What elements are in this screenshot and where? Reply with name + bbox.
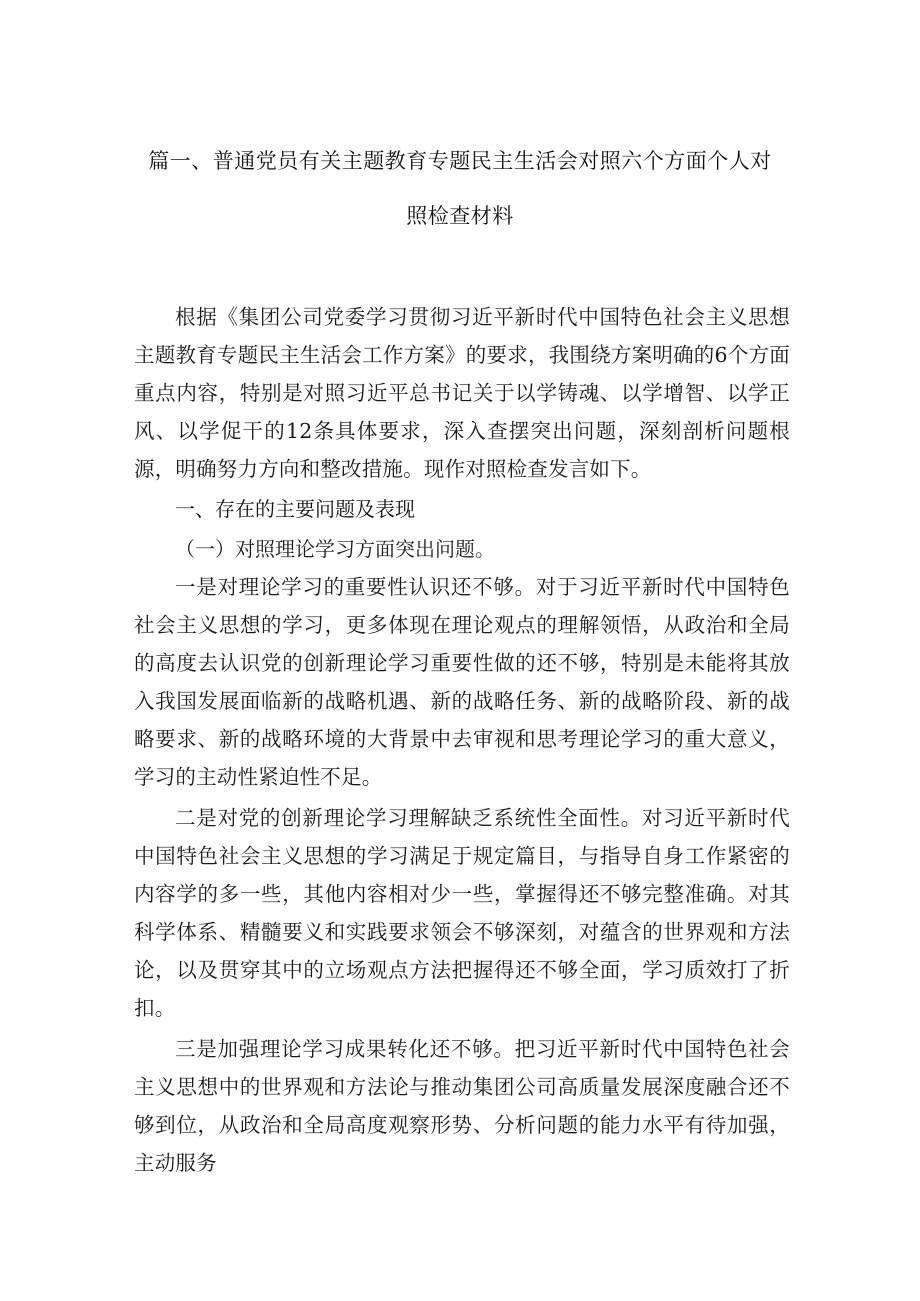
point-three-paragraph: 三是加强理论学习成果转化还不够。把习近平新时代中国特色社会主义思想中的世界观和方法论与推动集团公司高质量发展深度融合还不够到位，从政治和全局高度观察形势、分析问题的能力水平有待加强，主动服务 bbox=[134, 1037, 790, 1175]
document-body bbox=[134, 298, 790, 1182]
point-two-paragraph: 二是对党的创新理论学习理解缺乏系统性全面性。对习近平新时代中国特色社会主义思想的学习满足于规定篇目，与指导自身工作紧密的内容学的多一些，其他内容相对少一些，掌握得还不够完整准确。对其科学体系、精髓要义和实践要求领会不够深刻，对蕴含的世界观和方法论，以及贯穿其中的立场观点方法把握得还不够全面，学习质效打了折扣。 bbox=[134, 806, 790, 1020]
section-heading: 一、存在的主要问题及表现 bbox=[175, 497, 415, 521]
intro-paragraph: 根据《集团公司党委学习贯彻习近平新时代中国特色社会主义思想主题教育专题民主生活会工作方案》的要求，我围绕方案明确的6个方面重点内容，特别是对照习近平总书记关于以学铸魂、以学增智、以学正风、以学促干的12条具体要求，深入查摆突出问题，深刻剖析问题根源，明确努力方向和整改措施。现作对照检查发言如下。 bbox=[134, 305, 790, 481]
document-title-line2: 照检查材料 bbox=[406, 204, 514, 228]
subsection-heading: （一）对照理论学习方面突出问题。 bbox=[175, 537, 495, 561]
document-title-line1: 篇一、普通党员有关主题教育专题民主生活会对照六个方面个人对 bbox=[148, 149, 772, 173]
point-one-paragraph: 一是对理论学习的重要性认识还不够。对于习近平新时代中国特色社会主义思想的学习，更多体现在理论观点的理解领悟，从政治和全局的高度去认识党的创新理论学习重要性做的还不够，特别是未能将其放入我国发展面临新的战略机遇、新的战略任务、新的战略阶段、新的战略要求、新的战略环境的大背景中去审视和思考理论学习的重大意义，学习的主动性紧迫性不足。 bbox=[134, 575, 790, 789]
